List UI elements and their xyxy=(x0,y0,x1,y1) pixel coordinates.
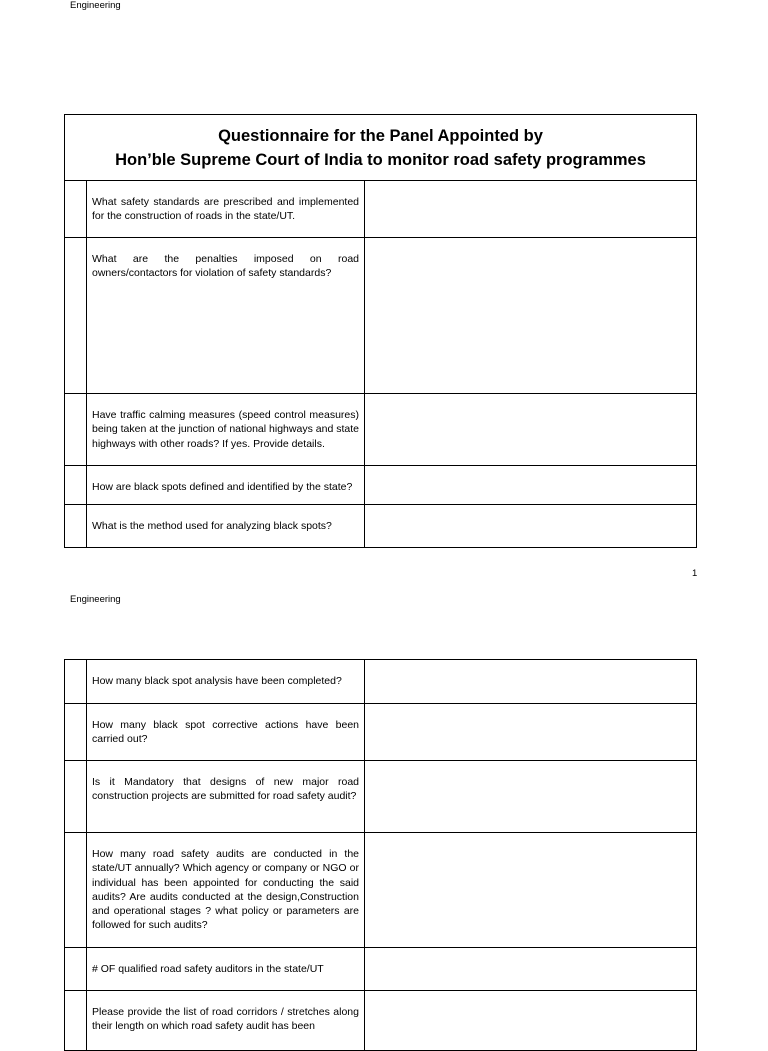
table-row xyxy=(65,660,697,704)
question-cell: Is it Mandatory that designs of new major road construction projects are submitted for road safety audit? xyxy=(87,761,365,833)
title-line-2: Hon’ble Supreme Court of India to monitor road safety programmes xyxy=(115,150,646,169)
answer-cell[interactable] xyxy=(365,660,697,704)
number-cell xyxy=(65,181,87,238)
number-cell xyxy=(65,394,87,466)
answer-cell[interactable] xyxy=(365,394,697,466)
question-cell: What is the method used for analyzing black spots? xyxy=(87,505,365,548)
question-cell: Please provide the list of road corridors / stretches along their length on which road safety audit has been xyxy=(87,991,365,1051)
number-cell xyxy=(65,238,87,394)
answer-cell[interactable] xyxy=(365,238,697,394)
table-row xyxy=(65,466,697,505)
answer-cell[interactable] xyxy=(365,505,697,548)
question-cell: Have traffic calming measures (speed control measures) being taken at the junction of national highways and state highways with other roads? If yes. Provide details. xyxy=(87,394,365,466)
answer-cell[interactable] xyxy=(365,833,697,948)
answer-cell[interactable] xyxy=(365,704,697,761)
question-cell: How many black spot analysis have been completed? xyxy=(87,660,365,704)
answer-cell[interactable] xyxy=(365,181,697,238)
page-header-label: Engineering xyxy=(70,594,121,605)
question-cell: What safety standards are prescribed and implemented for the construction of roads in the state/UT. xyxy=(87,181,365,238)
table-row xyxy=(65,761,697,833)
page-number: 1 xyxy=(692,568,698,579)
table-row xyxy=(65,238,697,394)
question-cell: How are black spots defined and identified by the state? xyxy=(87,466,365,505)
table-row xyxy=(65,991,697,1051)
number-cell xyxy=(65,761,87,833)
question-cell: What are the penalties imposed on road owners/contactors for violation of safety standards? xyxy=(87,238,365,394)
questionnaire-table-page-2 xyxy=(64,659,697,1051)
title-row xyxy=(65,115,697,181)
table-row xyxy=(65,704,697,761)
number-cell xyxy=(65,948,87,991)
number-cell xyxy=(65,660,87,704)
question-cell: # OF qualified road safety auditors in the state/UT xyxy=(87,948,365,991)
number-cell xyxy=(65,704,87,761)
table-row xyxy=(65,948,697,991)
title-line-1: Questionnaire for the Panel Appointed by xyxy=(218,126,543,145)
answer-cell[interactable] xyxy=(365,761,697,833)
number-cell xyxy=(65,466,87,505)
table-row xyxy=(65,505,697,548)
table-row xyxy=(65,833,697,948)
answer-cell[interactable] xyxy=(365,991,697,1051)
question-cell: How many black spot corrective actions have been carried out? xyxy=(87,704,365,761)
answer-cell[interactable] xyxy=(365,948,697,991)
table-row xyxy=(65,394,697,466)
number-cell xyxy=(65,505,87,548)
answer-cell[interactable] xyxy=(365,466,697,505)
number-cell xyxy=(65,833,87,948)
page-header-label: Engineering xyxy=(70,0,121,11)
questionnaire-title xyxy=(65,115,697,181)
number-cell xyxy=(65,991,87,1051)
question-cell: How many road safety audits are conducted in the state/UT annually? Which agency or company or NGO or individual has been appointed for conducting the said audits? Are audits conducted at the design,Construction and operational stages ? what policy or parameters are followed for such audits? xyxy=(87,833,365,948)
questionnaire-table-page-1 xyxy=(64,114,697,548)
table-row xyxy=(65,181,697,238)
